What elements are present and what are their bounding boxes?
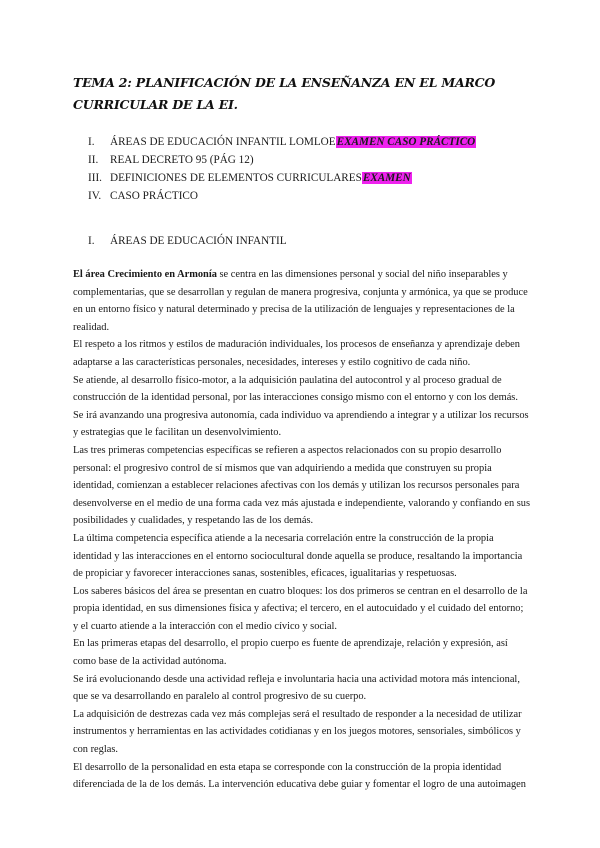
toc-label: ÁREAS DE EDUCACIÓN INFANTIL LOMLOE bbox=[110, 136, 336, 148]
paragraph: La última competencia específica atiende a la necesaria correlación entre la construcción de la propia identidad y las interacciones en el entorno sociocultural donde aquella se produce, resaltando la importancia de propiciar y favorecer interacciones sanas, sostenibles, eficaces, igualitarias y respetuosas. bbox=[73, 532, 523, 580]
section-number: I. bbox=[88, 235, 95, 247]
toc-label: CASO PRÁCTICO bbox=[110, 190, 198, 202]
paragraph-bold-lead: El área Crecimiento en Armonía bbox=[73, 269, 217, 280]
paragraph: La adquisición de destrezas cada vez más complejas será el resultado de responder a la necesidad de utilizar instrumentos y herramientas en las actividades cotidianas y en los juegos motores, sensoriales, simbólicos y con reglas. bbox=[73, 708, 522, 756]
paragraph: Las tres primeras competencias específicas se refieren a aspectos relacionados con su propio desarrollo personal: el progresivo control de sí mismos que van adquiriendo a medida que construyen su propia identidad, comienzan a establecer relaciones afectivas con los demás y utilizan los recursos personales para desenvolverse en el medio de una forma cada vez más ajustada e independiente, valorando y confiando en sus posibilidades y cualidades, y respetando las de los demás. bbox=[73, 444, 531, 527]
table-of-contents bbox=[73, 133, 543, 205]
toc-number: III. bbox=[88, 172, 102, 184]
exam-highlight: EXAMEN CASO PRÁCTICO bbox=[336, 136, 476, 148]
toc-item bbox=[73, 133, 543, 151]
toc-number: IV. bbox=[88, 190, 102, 202]
paragraph: Se irá evolucionando desde una actividad refleja e involuntaria hacia una actividad motora más intencional, que se va desarrollando en paralelo al control progresivo de su cuerpo. bbox=[73, 673, 520, 703]
toc-item bbox=[73, 169, 543, 187]
toc-number: II. bbox=[88, 154, 99, 166]
section-heading bbox=[73, 232, 543, 250]
document-title: TEMA 2: PLANIFICACIÓN DE LA ENSEÑANZA EN EL MARCO CURRICULAR DE LA EI. bbox=[73, 75, 496, 112]
toc-item bbox=[73, 151, 543, 169]
body-text bbox=[73, 266, 531, 794]
paragraph bbox=[73, 266, 531, 336]
paragraph: El respeto a los ritmos y estilos de maduración individuales, los procesos de enseñanza y aprendizaje deben adaptarse a las características personales, necesidades, intereses y estilo cognitivo de cada niño. bbox=[73, 339, 520, 368]
paragraph: Se atiende, al desarrollo físico-motor, a la adquisición paulatina del autocontrol y al proceso gradual de construcción de la identidad personal, por las interacciones consigo mismo con el entorno y con los demás. bbox=[73, 374, 518, 404]
paragraph: Se irá avanzando una progresiva autonomía, cada individuo va aprendiendo a integrar y a utilizar los recursos y estrategias que le facilitan un desenvolvimiento. bbox=[73, 409, 529, 439]
paragraph: El desarrollo de la personalidad en esta etapa se corresponde con la construcción de la propia identidad diferenciada de la de los demás. La intervención educativa debe guiar y fomentar el logro de una autoimagen bbox=[73, 761, 526, 791]
section-title: ÁREAS DE EDUCACIÓN INFANTIL bbox=[110, 235, 287, 247]
paragraph-text: se centra en las dimensiones personal y social del niño inseparables y complementarias, que se desarrollan y regulan de manera progresiva, conjunta y armónica, ya que se produce en un entorno físico y natural determinado y precisa de la utilización de lenguajes y representaciones de la realidad. bbox=[73, 269, 528, 333]
toc-label: DEFINICIONES DE ELEMENTOS CURRICULARES bbox=[110, 172, 362, 184]
toc-number: I. bbox=[88, 136, 95, 148]
toc-label: REAL DECRETO 95 (PÁG 12) bbox=[110, 154, 254, 166]
toc-item bbox=[73, 187, 543, 205]
paragraph: En las primeras etapas del desarrollo, el propio cuerpo es fuente de aprendizaje, relación y expresión, así como base de la actividad autónoma. bbox=[73, 638, 508, 668]
paragraph: Los saberes básicos del área se presentan en cuatro bloques: los dos primeros se centran en el desarrollo de la propia identidad, en sus dimensiones física y afectiva; el tercero, en el autocuidado y el cuidado del entorno; y el cuarto atiende a la interacción con el medio cívico y social. bbox=[73, 585, 528, 632]
exam-highlight: EXAMEN bbox=[362, 172, 411, 184]
